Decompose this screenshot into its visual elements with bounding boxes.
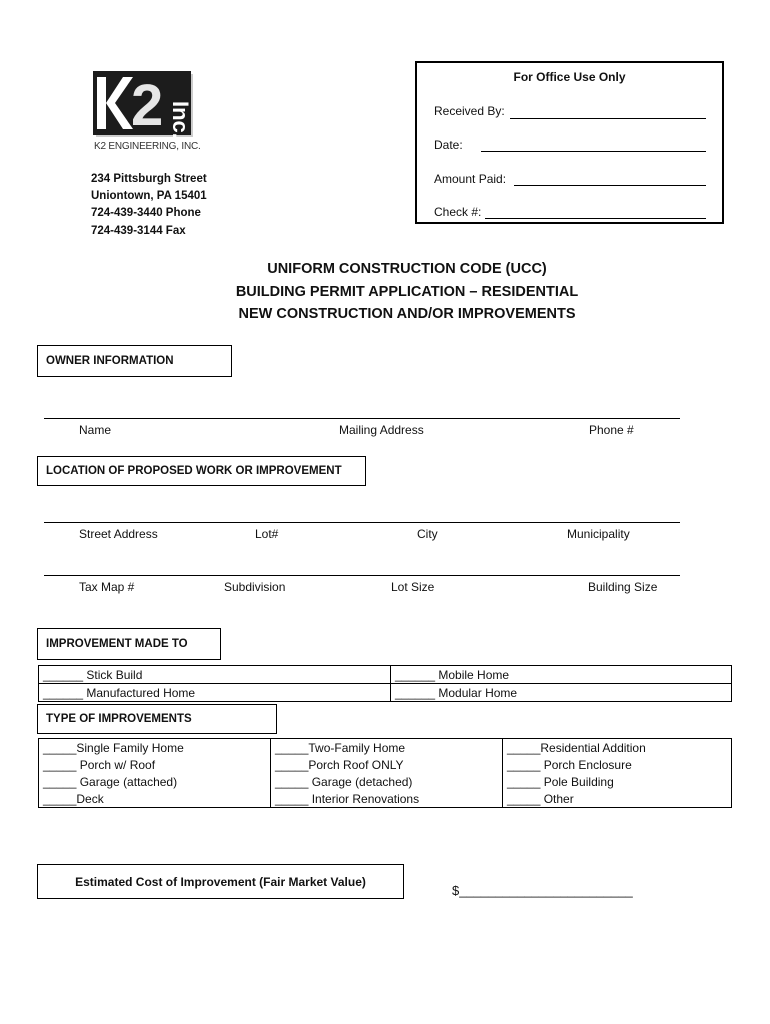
manufactured-home-option[interactable]: ______ Manufactured Home — [39, 684, 391, 702]
company-fax: 724-439-3144 Fax — [91, 225, 186, 237]
deck-option[interactable]: _____Deck — [39, 790, 271, 808]
modular-home-option[interactable]: ______ Modular Home — [391, 684, 732, 702]
date-label: Date: — [434, 138, 463, 152]
porch-roof-option[interactable]: _____ Porch w/ Roof — [39, 756, 271, 773]
stick-build-option[interactable]: ______ Stick Build — [39, 666, 391, 684]
title-line-3: NEW CONSTRUCTION AND/OR IMPROVEMENTS — [238, 306, 576, 322]
company-name: K2 ENGINEERING, INC. — [94, 141, 201, 152]
single-family-option[interactable]: _____Single Family Home — [39, 739, 271, 757]
owner-name-label: Name — [79, 423, 112, 437]
improvement-header: IMPROVEMENT MADE TO — [37, 628, 221, 660]
lot-size-label: Lot Size — [391, 580, 435, 594]
type-of-improvements-header: TYPE OF IMPROVEMENTS — [37, 704, 277, 734]
porch-roof-only-option[interactable]: _____Porch Roof ONLY — [271, 756, 503, 773]
street-address-label: Street Address — [79, 527, 158, 541]
svg-text:2: 2 — [131, 73, 164, 137]
mobile-home-option[interactable]: ______ Mobile Home — [391, 666, 732, 684]
estimated-cost-field[interactable]: $________________________ — [452, 883, 633, 898]
date-field[interactable] — [481, 151, 706, 152]
owner-phone-label: Phone # — [589, 423, 634, 437]
title-line-2: BUILDING PERMIT APPLICATION – RESIDENTIAL — [235, 284, 579, 300]
garage-detached-option[interactable]: _____ Garage (detached) — [271, 773, 503, 790]
owner-mailing-address-label: Mailing Address — [339, 423, 424, 437]
check-field[interactable] — [485, 218, 706, 219]
subdivision-label: Subdivision — [224, 580, 286, 594]
two-family-option[interactable]: _____Two-Family Home — [271, 739, 503, 757]
garage-attached-option[interactable]: _____ Garage (attached) — [39, 773, 271, 790]
title-line-1: UNIFORM CONSTRUCTION CODE (UCC) — [267, 261, 547, 277]
location-line-1[interactable] — [44, 522, 680, 523]
check-label: Check #: — [434, 205, 482, 219]
company-street: 234 Pittsburgh Street — [91, 173, 207, 185]
improvement-types-table — [38, 738, 732, 808]
location-line-2[interactable] — [44, 575, 680, 576]
improvement-table — [38, 665, 732, 702]
pole-building-option[interactable]: _____ Pole Building — [503, 773, 732, 790]
building-size-label: Building Size — [588, 580, 658, 594]
owner-information-header: OWNER INFORMATION — [37, 345, 232, 377]
estimated-cost-label: Estimated Cost of Improvement (Fair Market Value) — [37, 864, 404, 899]
residential-addition-option[interactable]: _____Residential Addition — [503, 739, 732, 757]
porch-enclosure-option[interactable]: _____ Porch Enclosure — [503, 756, 732, 773]
amount-paid-field[interactable] — [514, 185, 706, 186]
owner-line[interactable] — [44, 418, 680, 419]
location-header: LOCATION OF PROPOSED WORK OR IMPROVEMENT — [37, 456, 366, 486]
received-by-label: Received By: — [434, 104, 505, 118]
other-option[interactable]: _____ Other — [503, 790, 732, 808]
interior-renovations-option[interactable]: _____ Interior Renovations — [271, 790, 503, 808]
amount-paid-label: Amount Paid: — [434, 172, 507, 186]
tax-map-label: Tax Map # — [79, 580, 135, 594]
office-use-title: For Office Use Only — [513, 70, 626, 84]
municipality-label: Municipality — [567, 527, 630, 541]
company-city: Uniontown, PA 15401 — [91, 190, 207, 202]
lot-label: Lot# — [255, 527, 279, 541]
company-phone: 724-439-3440 Phone — [91, 207, 201, 219]
company-logo — [93, 71, 193, 137]
svg-text:Inc.: Inc. — [168, 101, 193, 137]
city-label: City — [417, 527, 438, 541]
received-by-field[interactable] — [510, 118, 706, 119]
